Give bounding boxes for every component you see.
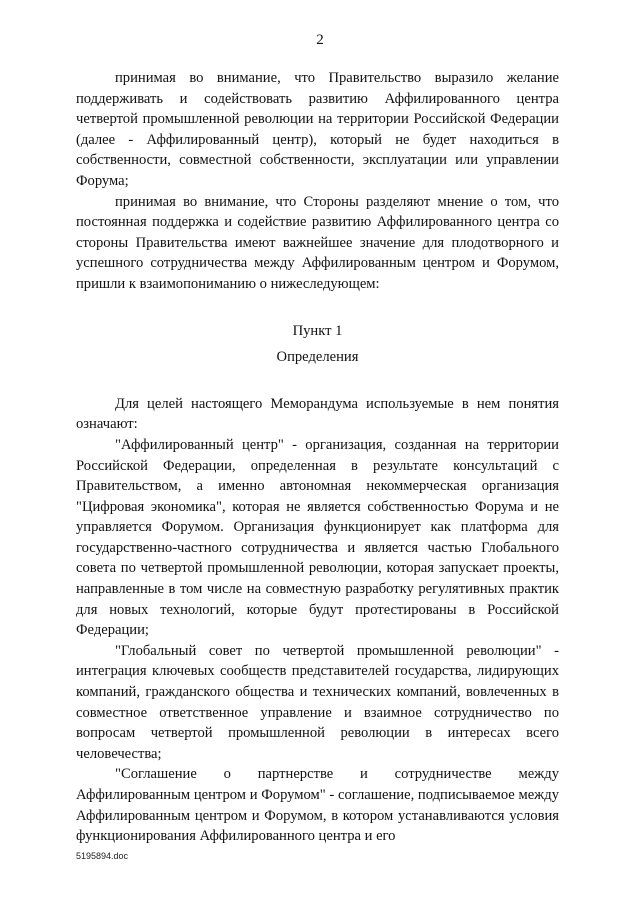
paragraph-preamble-2: принимая во внимание, что Стороны разделяют мнение о том, что постоянная поддержка и содействие развитию Аффилированного центра со стороны Правительства имеют важнейшее значение для плодотворного и успешного сотрудничества между Аффилированным центром и Форумом, пришли к взаимопониманию о нижеследующем: xyxy=(76,193,559,292)
paragraph-definition-affiliated-center: "Аффилированный центр" - организация, созданная на территории Российской Федерации, определенная в результате консультаций с Правительством, а именно автономная некоммерческая организация "Цифровая экономика", которая не является собственностью Форума и не управляется Форумом. Организация функционирует как платформа для государственно-частного сотрудничества и является частью Глобального совета по четвертой промышленной революции, которая запускает проекты, направленные в том числе на совместную разработку регулятивных практик для новых технологий, которые будут протестированы в Российской Федерации; xyxy=(76,436,559,639)
page-number: 2 xyxy=(316,32,324,48)
paragraph-definitions-intro: Для целей настоящего Меморандума используемые в нем понятия означают: xyxy=(76,395,559,433)
section-title: Определения xyxy=(276,349,359,366)
footer-filename: 5195894.doc xyxy=(76,851,129,861)
document-body xyxy=(76,68,559,847)
paragraph-definition-global-council: "Глобальный совет по четвертой промышленной революции" - интеграция ключевых сообществ представителей государства, лидирующих компаний, гражданского общества и технических компаний, вовлеченных в совместное ответственное управление и взаимное сотрудничество по вопросам четвертой промышленной революции в интересах всего человечества; xyxy=(76,642,559,762)
paragraph-preamble-1: принимая во внимание, что Правительство выразило желание поддерживать и содействовать развитию Аффилированного центра четвертой промышленной революции на территории Российской Федерации (далее - Аффилированный центр), который не будет находиться в собственности, совместной собственности, эксплуатации или управлении Форума; xyxy=(76,70,559,189)
paragraph-definition-partnership-agreement: "Соглашение о партнерстве и сотрудничестве между Аффилированным центром и Форумом" - соглашение, подписываемое между Аффилированным центром и Форумом, в котором устанавливаются условия функционирования Аффилированного центра и его xyxy=(76,766,559,845)
section-number: Пункт 1 xyxy=(292,322,343,339)
